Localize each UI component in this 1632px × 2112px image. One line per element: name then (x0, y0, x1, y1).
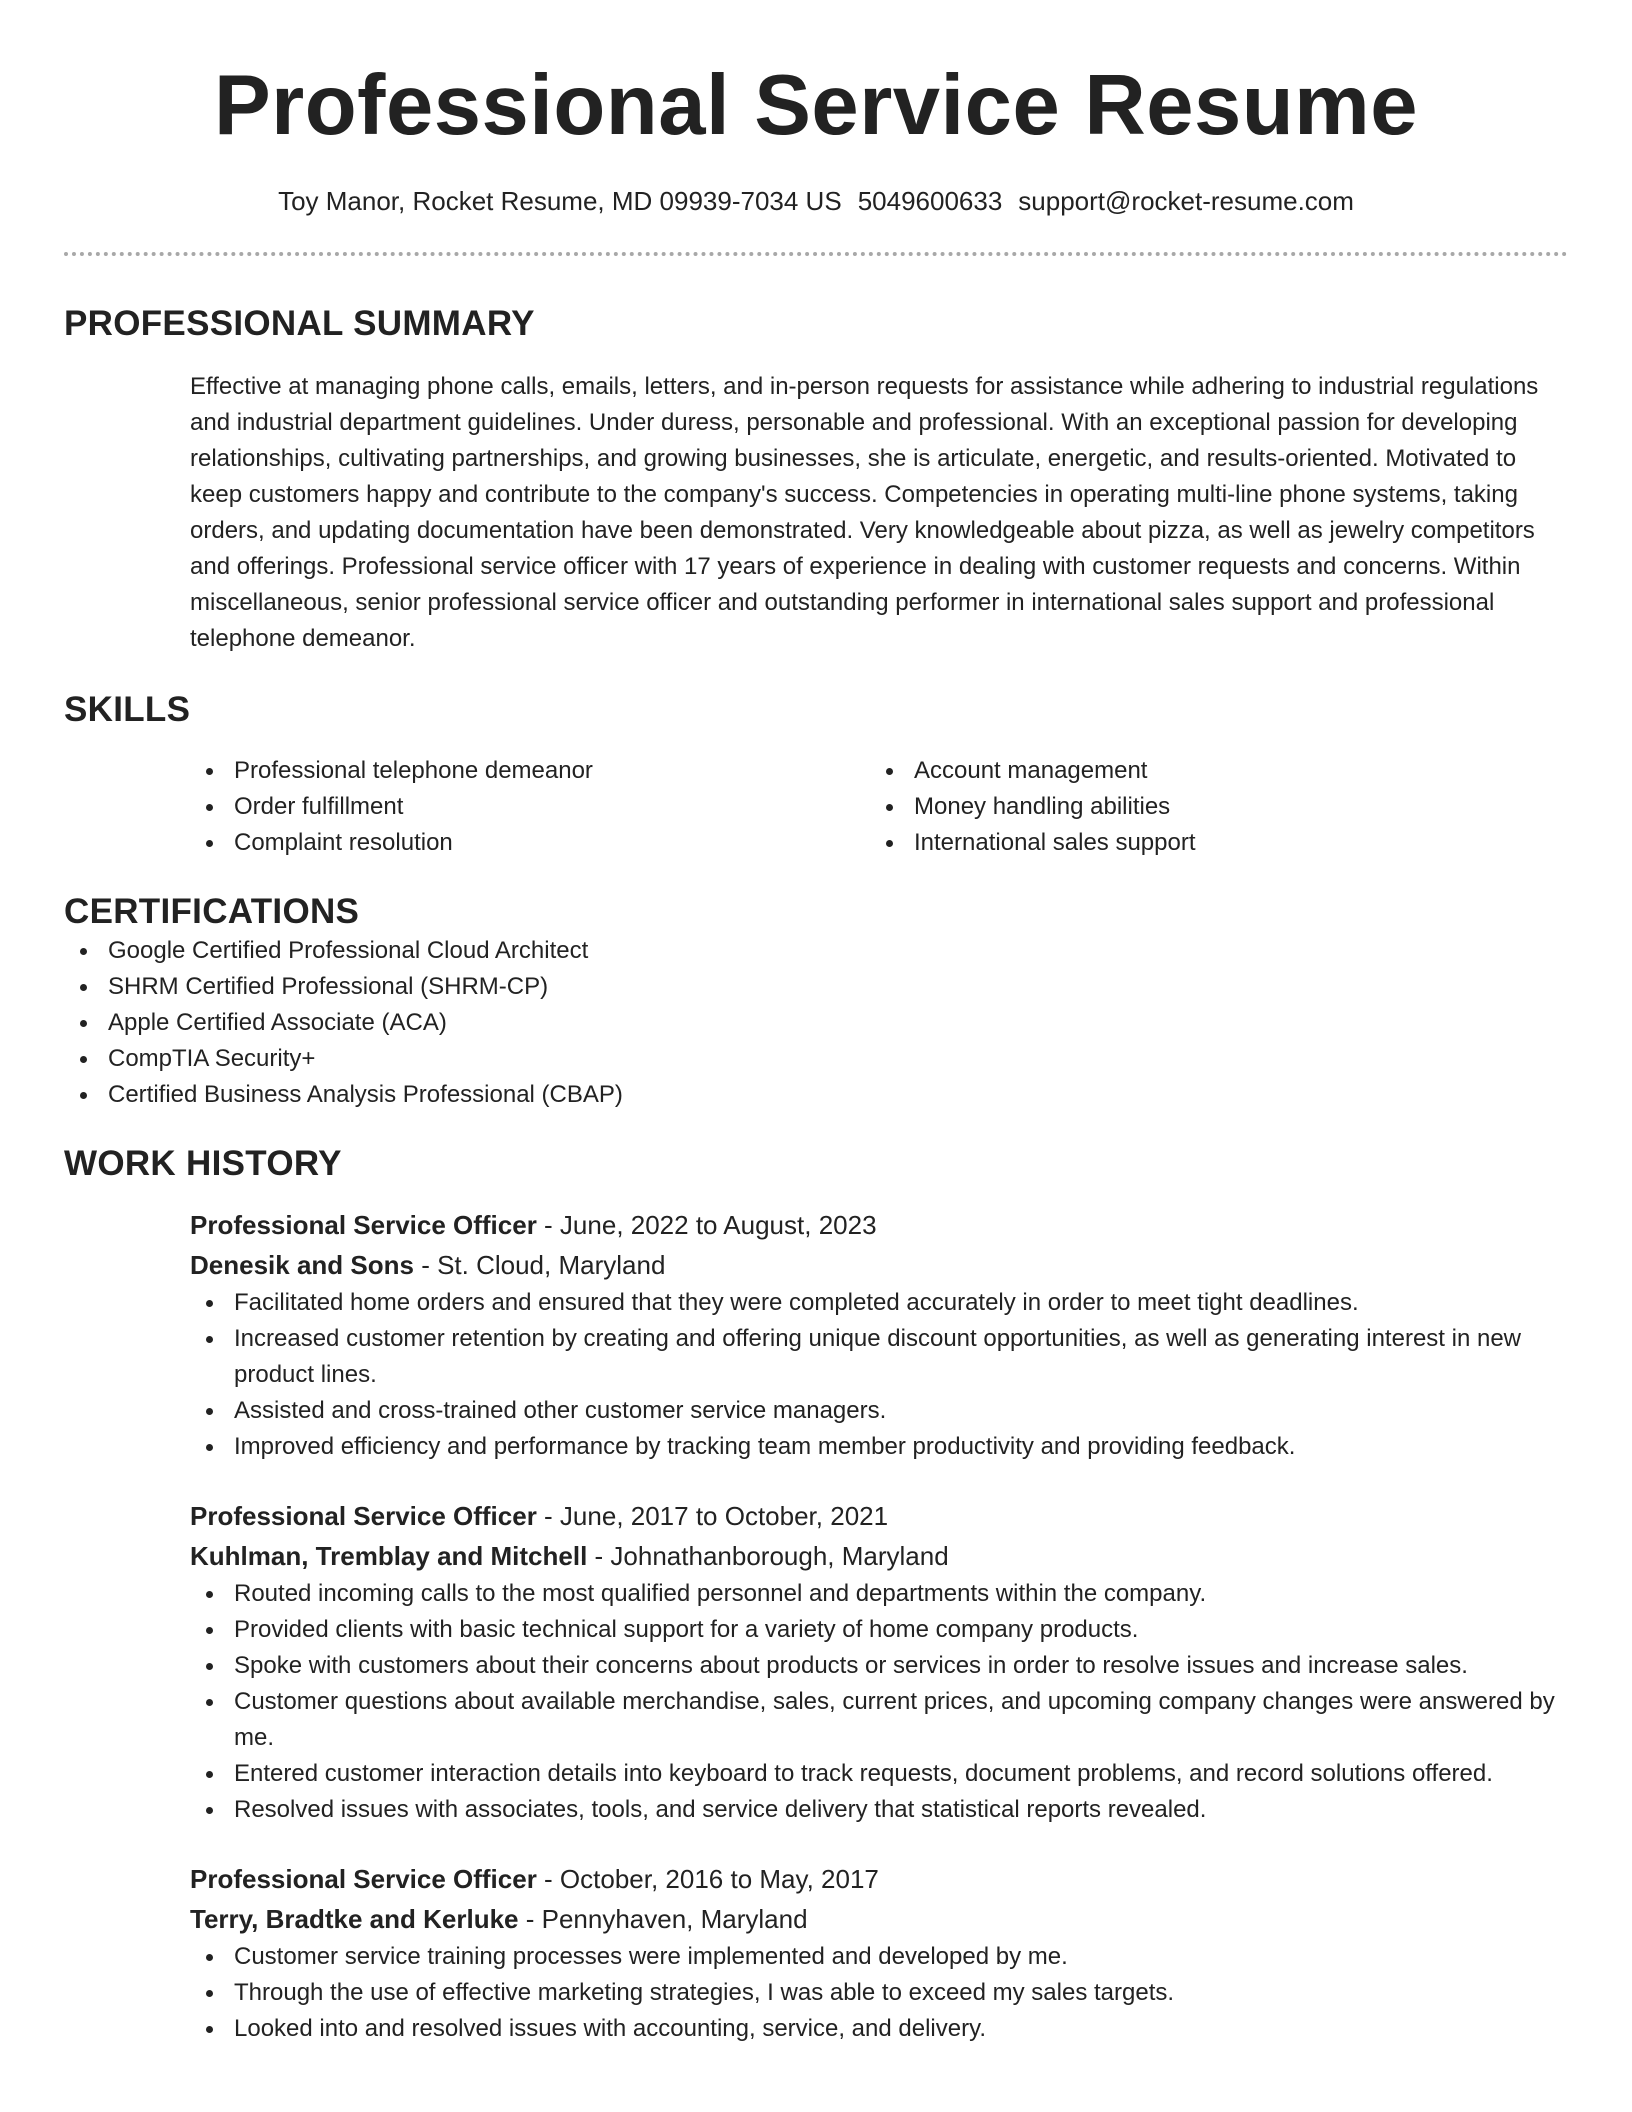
job-role: Professional Service Officer (190, 1864, 537, 1894)
job-location: - Johnathanborough, Maryland (587, 1541, 949, 1571)
skill-item: International sales support (870, 825, 1550, 861)
resume-title: Professional Service Resume (213, 58, 1419, 153)
job-location: - St. Cloud, Maryland (413, 1250, 666, 1280)
contact-address: Toy Manor, Rocket Resume, MD 09939-7034 US (278, 186, 842, 216)
job-bullet: Provided clients with basic technical support for a variety of home company products. (190, 1612, 1568, 1648)
job-bullet: Assisted and cross-trained other customer service managers. (190, 1393, 1568, 1429)
job-role-line (190, 1205, 1568, 1245)
job-bullet: Facilitated home orders and ensured that they were completed accurately in order to meet tight deadlines. (190, 1285, 1568, 1321)
job-company-line (190, 1536, 1568, 1576)
job-bullet: Through the use of effective marketing strategies, I was able to exceed my sales targets. (190, 1975, 1568, 2011)
skills-heading: SKILLS (64, 690, 191, 729)
job-bullet: Customer questions about available merchandise, sales, current prices, and upcoming company changes were answered by me. (190, 1684, 1568, 1756)
certifications-list (64, 933, 1568, 1113)
job-bullets (190, 1285, 1568, 1465)
certifications-heading: CERTIFICATIONS (64, 892, 360, 931)
contact-line (64, 184, 1568, 218)
job-company-line (190, 1899, 1568, 1939)
work-history-heading: WORK HISTORY (64, 1144, 342, 1183)
job-bullet: Resolved issues with associates, tools, and service delivery that statistical reports revealed. (190, 1792, 1568, 1828)
summary-heading: PROFESSIONAL SUMMARY (64, 304, 535, 343)
certification-item: Google Certified Professional Cloud Architect (64, 933, 1568, 969)
job-bullet: Customer service training processes were implemented and developed by me. (190, 1939, 1568, 1975)
job-company-line (190, 1245, 1568, 1285)
resume-page (64, 0, 1568, 2047)
job-entry-2 (190, 1496, 1568, 1828)
job-company: Terry, Bradtke and Kerluke (190, 1904, 519, 1934)
job-bullet: Increased customer retention by creating and offering unique discount opportunities, as well as generating interest in new product lines. (190, 1321, 1568, 1393)
job-company: Denesik and Sons (190, 1250, 414, 1280)
skill-item: Money handling abilities (870, 789, 1550, 825)
job-company: Kuhlman, Tremblay and Mitchell (190, 1541, 588, 1571)
job-role: Professional Service Officer (190, 1501, 537, 1531)
job-bullets (190, 1576, 1568, 1828)
skills-list-right (870, 753, 1550, 861)
skill-item: Order fulfillment (190, 789, 870, 825)
certification-item: SHRM Certified Professional (SHRM-CP) (64, 969, 1568, 1005)
skills-list-left (190, 753, 870, 861)
summary-text: Effective at managing phone calls, emails, letters, and in-person requests for assistance while adhering to industrial regulations and industrial department guidelines. Under duress, personable and professional. With an exceptional passion for developing relationships, cultivating partnerships, and growing businesses, she is articulate, energetic, and results-oriented. Motivated to keep customers happy and contribute to the company's success. Competencies in operating multi-line phone systems, taking orders, and updating documentation have been demonstrated. Very knowledgeable about pizza, as well as jewelry competitors and offerings. Professional service officer with 17 years of experience in dealing with customer requests and concerns. Within miscellaneous, senior professional service officer and outstanding performer in international sales support and professional telephone demeanor. (190, 373, 1539, 652)
job-role-line (190, 1496, 1568, 1536)
job-role-line (190, 1859, 1568, 1899)
certification-item: CompTIA Security+ (64, 1041, 1568, 1077)
job-dates: - June, 2022 to August, 2023 (536, 1210, 877, 1240)
job-bullets (190, 1939, 1568, 2047)
certification-item: Apple Certified Associate (ACA) (64, 1005, 1568, 1041)
job-dates: - October, 2016 to May, 2017 (536, 1864, 879, 1894)
job-bullet: Improved efficiency and performance by tracking team member productivity and providing feedback. (190, 1429, 1568, 1465)
skill-item: Complaint resolution (190, 825, 870, 861)
job-bullet: Routed incoming calls to the most qualified personnel and departments within the company. (190, 1576, 1568, 1612)
job-entry-3 (190, 1859, 1568, 2047)
job-dates: - June, 2017 to October, 2021 (536, 1501, 889, 1531)
job-role: Professional Service Officer (190, 1210, 537, 1240)
certification-item: Certified Business Analysis Professional (CBAP) (64, 1077, 1568, 1113)
job-bullet: Entered customer interaction details into keyboard to track requests, document problems, and record solutions offered. (190, 1756, 1568, 1792)
contact-phone: 5049600633 (857, 186, 1003, 216)
skills-grid (190, 753, 1568, 861)
skill-item: Professional telephone demeanor (190, 753, 870, 789)
job-entry-1 (190, 1205, 1568, 1465)
job-location: - Pennyhaven, Maryland (518, 1904, 808, 1934)
job-bullet: Spoke with customers about their concerns about products or services in order to resolve issues and increase sales. (190, 1648, 1568, 1684)
skill-item: Account management (870, 753, 1550, 789)
header-divider (64, 252, 1568, 256)
job-bullet: Looked into and resolved issues with accounting, service, and delivery. (190, 2011, 1568, 2047)
contact-email: support@rocket-resume.com (1018, 186, 1354, 216)
